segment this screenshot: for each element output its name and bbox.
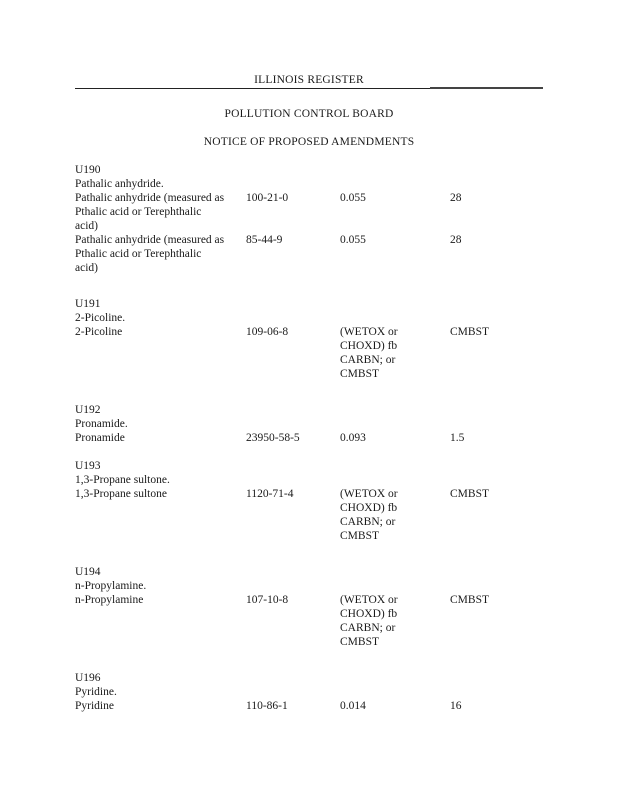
constituent-line: n-Propylamine (75, 594, 144, 606)
wastewater-standard-cell (340, 699, 450, 713)
wastewater-standard-cell (340, 431, 450, 445)
constituent-cell (75, 699, 246, 713)
nonwastewater-standard: 28 (450, 234, 462, 246)
wastewater-standard-cell (340, 191, 450, 205)
wastewater-standard-line: CARBN; or (340, 516, 396, 528)
wastewater-standard-cell (340, 593, 450, 649)
wastewater-standard-cell (340, 233, 450, 247)
wastewater-standard-line: 0.055 (340, 234, 366, 246)
constituent-line: 2-Picoline (75, 326, 123, 338)
waste-name: n-Propylamine. (75, 580, 147, 592)
wastewater-standard-line: CHOXD) fb (340, 608, 398, 620)
waste-entry (75, 163, 545, 275)
waste-entry (75, 671, 545, 713)
board-title: POLLUTION CONTROL BOARD (224, 108, 394, 120)
wastewater-standard-line: CMBST (340, 636, 379, 648)
waste-code: U196 (75, 672, 101, 684)
wastewater-standard-line: CHOXD) fb (340, 340, 398, 352)
table-row (75, 325, 545, 381)
waste-code: U191 (75, 298, 101, 310)
cas-number: 1120-71-4 (246, 488, 294, 500)
constituent-line: Pyridine (75, 700, 114, 712)
waste-code: U193 (75, 460, 101, 472)
table-row (75, 191, 545, 233)
register-title: ILLINOIS REGISTER (254, 74, 364, 86)
entry-spacer (75, 649, 545, 671)
wastewater-standard-line: 0.014 (340, 700, 366, 712)
entry-spacer (75, 381, 545, 403)
nonwastewater-standard: 1.5 (450, 432, 465, 444)
nonwastewater-standard: CMBST (450, 488, 489, 500)
entry-spacer (75, 543, 545, 565)
cas-number: 107-10-8 (246, 594, 289, 606)
wastewater-standard-line: (WETOX or (340, 326, 398, 338)
wastewater-standard-line: CMBST (340, 368, 379, 380)
waste-entry (75, 459, 545, 543)
waste-name: Pathalic anhydride. (75, 178, 164, 190)
constituent-cell (75, 233, 246, 275)
waste-entry (75, 297, 545, 381)
constituent-line: acid) (75, 262, 98, 274)
constituent-line: Pthalic acid or Terephthalic (75, 206, 202, 218)
constituent-line: Pthalic acid or Terephthalic (75, 248, 202, 260)
table-row (75, 233, 545, 275)
entry-spacer (75, 275, 545, 297)
wastewater-standard-cell (340, 325, 450, 381)
wastewater-standard-cell (340, 487, 450, 543)
constituent-cell (75, 325, 246, 339)
wastewater-standard-line: CARBN; or (340, 622, 396, 634)
constituent-line: Pathalic anhydride (measured as (75, 234, 225, 246)
constituent-line: Pronamide (75, 432, 125, 444)
nonwastewater-standard: 16 (450, 700, 462, 712)
wastewater-standard-line: CARBN; or (340, 354, 396, 366)
waste-name: 1,3-Propane sultone. (75, 474, 170, 486)
header-rule-accent (430, 87, 543, 89)
waste-name: 2-Picoline. (75, 312, 126, 324)
waste-code: U194 (75, 566, 101, 578)
waste-table (75, 163, 545, 713)
nonwastewater-standard: CMBST (450, 594, 489, 606)
wastewater-standard-line: 0.055 (340, 192, 366, 204)
constituent-cell (75, 593, 246, 607)
nonwastewater-standard: 28 (450, 192, 462, 204)
cas-number: 110-86-1 (246, 700, 288, 712)
waste-code: U190 (75, 164, 101, 176)
wastewater-standard-line: (WETOX or (340, 488, 398, 500)
cas-number: 109-06-8 (246, 326, 289, 338)
cas-number: 85-44-9 (246, 234, 283, 246)
waste-code: U192 (75, 404, 101, 416)
wastewater-standard-line: 0.093 (340, 432, 366, 444)
constituent-line: 1,3-Propane sultone (75, 488, 167, 500)
entry-spacer (75, 445, 545, 459)
waste-entry (75, 403, 545, 445)
wastewater-standard-line: (WETOX or (340, 594, 398, 606)
wastewater-standard-line: CHOXD) fb (340, 502, 398, 514)
table-row (75, 593, 545, 649)
cas-number: 100-21-0 (246, 192, 289, 204)
waste-name: Pyridine. (75, 686, 117, 698)
table-row (75, 699, 545, 713)
waste-name: Pronamide. (75, 418, 128, 430)
table-row (75, 487, 545, 543)
constituent-cell (75, 431, 246, 445)
constituent-cell (75, 487, 246, 501)
constituent-cell (75, 191, 246, 233)
table-row (75, 431, 545, 445)
constituent-line: acid) (75, 220, 98, 232)
notice-title: NOTICE OF PROPOSED AMENDMENTS (203, 136, 415, 148)
constituent-line: Pathalic anhydride (measured as (75, 192, 225, 204)
nonwastewater-standard: CMBST (450, 326, 489, 338)
cas-number: 23950-58-5 (246, 432, 300, 444)
wastewater-standard-line: CMBST (340, 530, 379, 542)
waste-entry (75, 565, 545, 649)
